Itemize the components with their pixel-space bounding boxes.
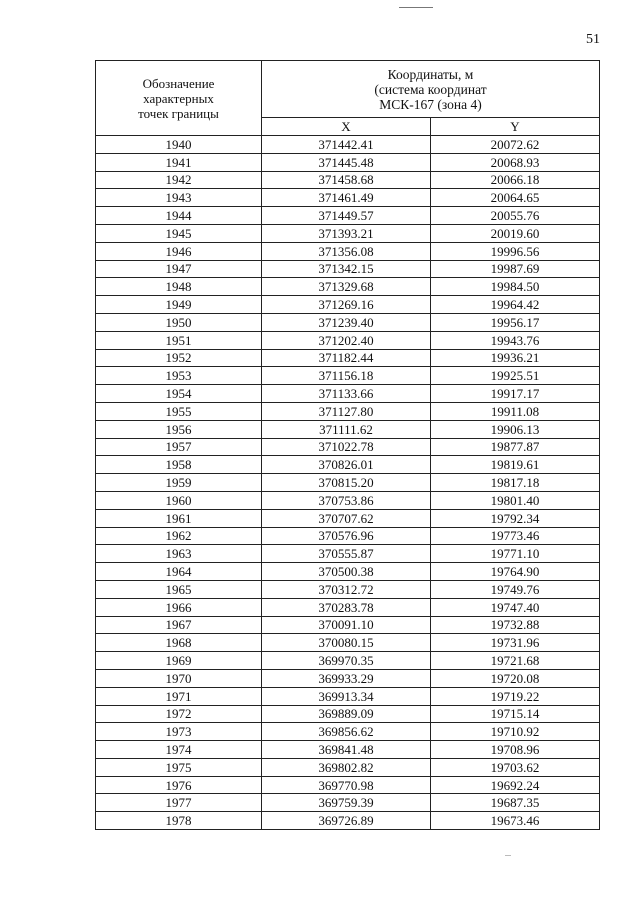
point-cell: 1972 [96, 705, 262, 723]
x-coordinate-cell: 371329.68 [262, 278, 431, 296]
point-cell: 1952 [96, 349, 262, 367]
table-row [96, 349, 600, 367]
point-cell: 1977 [96, 794, 262, 812]
y-coordinate-cell: 19773.46 [431, 527, 600, 545]
y-coordinate-cell: 19731.96 [431, 634, 600, 652]
x-coordinate-cell: 369933.29 [262, 669, 431, 687]
x-coordinate-cell: 370555.87 [262, 545, 431, 563]
table-row [96, 794, 600, 812]
y-coordinate-cell: 19720.08 [431, 669, 600, 687]
y-coordinate-cell: 19708.96 [431, 741, 600, 759]
x-coordinate-cell: 369770.98 [262, 776, 431, 794]
y-column-header: Y [431, 118, 600, 136]
y-coordinate-cell: 19964.42 [431, 296, 600, 314]
scan-speck [505, 855, 511, 856]
point-label-text: Обозначение характерных точек границы [138, 75, 219, 121]
x-coordinate-cell: 370080.15 [262, 634, 431, 652]
table-row [96, 242, 600, 260]
y-coordinate-cell: 19710.92 [431, 723, 600, 741]
table-row [96, 723, 600, 741]
y-coordinate-cell: 20055.76 [431, 207, 600, 225]
table-row [96, 207, 600, 225]
table-row [96, 616, 600, 634]
table-row [96, 527, 600, 545]
y-coordinate-cell: 19764.90 [431, 563, 600, 581]
point-cell: 1966 [96, 598, 262, 616]
x-coordinate-cell: 371342.15 [262, 260, 431, 278]
y-coordinate-cell: 19673.46 [431, 812, 600, 830]
table-row [96, 545, 600, 563]
table-row [96, 313, 600, 331]
x-coordinate-cell: 369970.35 [262, 652, 431, 670]
y-coordinate-cell: 19984.50 [431, 278, 600, 296]
point-cell: 1971 [96, 687, 262, 705]
x-coordinate-cell: 371111.62 [262, 420, 431, 438]
point-cell: 1963 [96, 545, 262, 563]
y-coordinate-cell: 19917.17 [431, 385, 600, 403]
point-cell: 1973 [96, 723, 262, 741]
x-coordinate-cell: 370283.78 [262, 598, 431, 616]
x-coordinate-cell: 371356.08 [262, 242, 431, 260]
y-coordinate-cell: 19801.40 [431, 491, 600, 509]
x-coordinate-cell: 371156.18 [262, 367, 431, 385]
table-row [96, 474, 600, 492]
y-coordinate-cell: 19956.17 [431, 313, 600, 331]
x-coordinate-cell: 370707.62 [262, 509, 431, 527]
x-coordinate-cell: 371269.16 [262, 296, 431, 314]
x-coordinate-cell: 370312.72 [262, 580, 431, 598]
y-coordinate-cell: 19715.14 [431, 705, 600, 723]
point-cell: 1960 [96, 491, 262, 509]
point-cell: 1974 [96, 741, 262, 759]
point-cell: 1968 [96, 634, 262, 652]
table-row [96, 189, 600, 207]
x-coordinate-cell: 371449.57 [262, 207, 431, 225]
scan-mark [399, 7, 433, 8]
x-coordinate-cell: 371458.68 [262, 171, 431, 189]
table-row [96, 812, 600, 830]
y-coordinate-cell: 20066.18 [431, 171, 600, 189]
x-coordinate-cell: 369759.39 [262, 794, 431, 812]
point-cell: 1978 [96, 812, 262, 830]
y-coordinate-cell: 20064.65 [431, 189, 600, 207]
coordinates-header-text: Координаты, м (система координат МСК-167 (зона 4) [374, 66, 487, 112]
table-row [96, 296, 600, 314]
y-coordinate-cell: 19687.35 [431, 794, 600, 812]
table-row [96, 669, 600, 687]
x-coordinate-cell: 369856.62 [262, 723, 431, 741]
point-cell: 1942 [96, 171, 262, 189]
table-row [96, 509, 600, 527]
table-row [96, 652, 600, 670]
y-coordinate-cell: 19936.21 [431, 349, 600, 367]
point-cell: 1976 [96, 776, 262, 794]
x-coordinate-cell: 370826.01 [262, 456, 431, 474]
point-cell: 1962 [96, 527, 262, 545]
coordinates-table [95, 60, 600, 830]
y-coordinate-cell: 20072.62 [431, 136, 600, 154]
page-number: 51 [586, 32, 600, 47]
y-coordinate-cell: 19703.62 [431, 758, 600, 776]
y-coordinate-cell: 19792.34 [431, 509, 600, 527]
point-cell: 1969 [96, 652, 262, 670]
point-cell: 1961 [96, 509, 262, 527]
x-coordinate-cell: 371182.44 [262, 349, 431, 367]
table-row [96, 153, 600, 171]
x-coordinate-cell: 370815.20 [262, 474, 431, 492]
y-coordinate-cell: 19877.87 [431, 438, 600, 456]
table-row [96, 420, 600, 438]
point-cell: 1948 [96, 278, 262, 296]
point-cell: 1958 [96, 456, 262, 474]
table-row [96, 402, 600, 420]
y-coordinate-cell: 19911.08 [431, 402, 600, 420]
point-cell: 1951 [96, 331, 262, 349]
point-cell: 1957 [96, 438, 262, 456]
y-coordinate-cell: 20019.60 [431, 224, 600, 242]
x-coordinate-cell: 371393.21 [262, 224, 431, 242]
table-body [96, 136, 600, 830]
y-coordinate-cell: 19817.18 [431, 474, 600, 492]
point-cell: 1967 [96, 616, 262, 634]
table-row [96, 741, 600, 759]
table-row [96, 758, 600, 776]
table-row [96, 491, 600, 509]
point-cell: 1970 [96, 669, 262, 687]
y-coordinate-cell: 19906.13 [431, 420, 600, 438]
x-coordinate-cell: 371239.40 [262, 313, 431, 331]
point-cell: 1964 [96, 563, 262, 581]
point-cell: 1940 [96, 136, 262, 154]
y-coordinate-cell: 19996.56 [431, 242, 600, 260]
y-coordinate-cell: 19925.51 [431, 367, 600, 385]
coordinates-header [262, 61, 600, 118]
table-row [96, 367, 600, 385]
point-cell: 1943 [96, 189, 262, 207]
y-coordinate-cell: 19732.88 [431, 616, 600, 634]
table-header [96, 61, 600, 136]
table-row [96, 260, 600, 278]
table-header-row [96, 61, 600, 118]
x-coordinate-cell: 369889.09 [262, 705, 431, 723]
x-coordinate-cell: 371445.48 [262, 153, 431, 171]
y-coordinate-cell: 19692.24 [431, 776, 600, 794]
table-row [96, 456, 600, 474]
y-coordinate-cell: 19721.68 [431, 652, 600, 670]
point-cell: 1944 [96, 207, 262, 225]
x-coordinate-cell: 369913.34 [262, 687, 431, 705]
y-coordinate-cell: 19987.69 [431, 260, 600, 278]
point-cell: 1941 [96, 153, 262, 171]
y-coordinate-cell: 19747.40 [431, 598, 600, 616]
y-coordinate-cell: 19943.76 [431, 331, 600, 349]
point-cell: 1949 [96, 296, 262, 314]
table-row [96, 634, 600, 652]
table-row [96, 331, 600, 349]
point-cell: 1945 [96, 224, 262, 242]
point-cell: 1947 [96, 260, 262, 278]
point-cell: 1950 [96, 313, 262, 331]
table-row [96, 171, 600, 189]
x-column-header: X [262, 118, 431, 136]
y-coordinate-cell: 20068.93 [431, 153, 600, 171]
table-row [96, 438, 600, 456]
x-coordinate-cell: 371461.49 [262, 189, 431, 207]
y-coordinate-cell: 19719.22 [431, 687, 600, 705]
point-cell: 1956 [96, 420, 262, 438]
table-row [96, 776, 600, 794]
point-label-header [96, 61, 262, 136]
point-cell: 1975 [96, 758, 262, 776]
table-row [96, 687, 600, 705]
table-row [96, 385, 600, 403]
x-coordinate-cell: 371442.41 [262, 136, 431, 154]
x-coordinate-cell: 370500.38 [262, 563, 431, 581]
x-coordinate-cell: 371022.78 [262, 438, 431, 456]
x-coordinate-cell: 370576.96 [262, 527, 431, 545]
x-coordinate-cell: 371133.66 [262, 385, 431, 403]
x-coordinate-cell: 371127.80 [262, 402, 431, 420]
y-coordinate-cell: 19771.10 [431, 545, 600, 563]
x-coordinate-cell: 369802.82 [262, 758, 431, 776]
x-coordinate-cell: 371202.40 [262, 331, 431, 349]
table-row [96, 580, 600, 598]
x-coordinate-cell: 370753.86 [262, 491, 431, 509]
table-row [96, 224, 600, 242]
table-row [96, 136, 600, 154]
x-coordinate-cell: 370091.10 [262, 616, 431, 634]
point-cell: 1954 [96, 385, 262, 403]
point-cell: 1946 [96, 242, 262, 260]
point-cell: 1955 [96, 402, 262, 420]
x-coordinate-cell: 369726.89 [262, 812, 431, 830]
point-cell: 1965 [96, 580, 262, 598]
table-row [96, 278, 600, 296]
table-row [96, 563, 600, 581]
x-coordinate-cell: 369841.48 [262, 741, 431, 759]
y-coordinate-cell: 19819.61 [431, 456, 600, 474]
table-row [96, 705, 600, 723]
y-coordinate-cell: 19749.76 [431, 580, 600, 598]
table-row [96, 598, 600, 616]
point-cell: 1959 [96, 474, 262, 492]
point-cell: 1953 [96, 367, 262, 385]
